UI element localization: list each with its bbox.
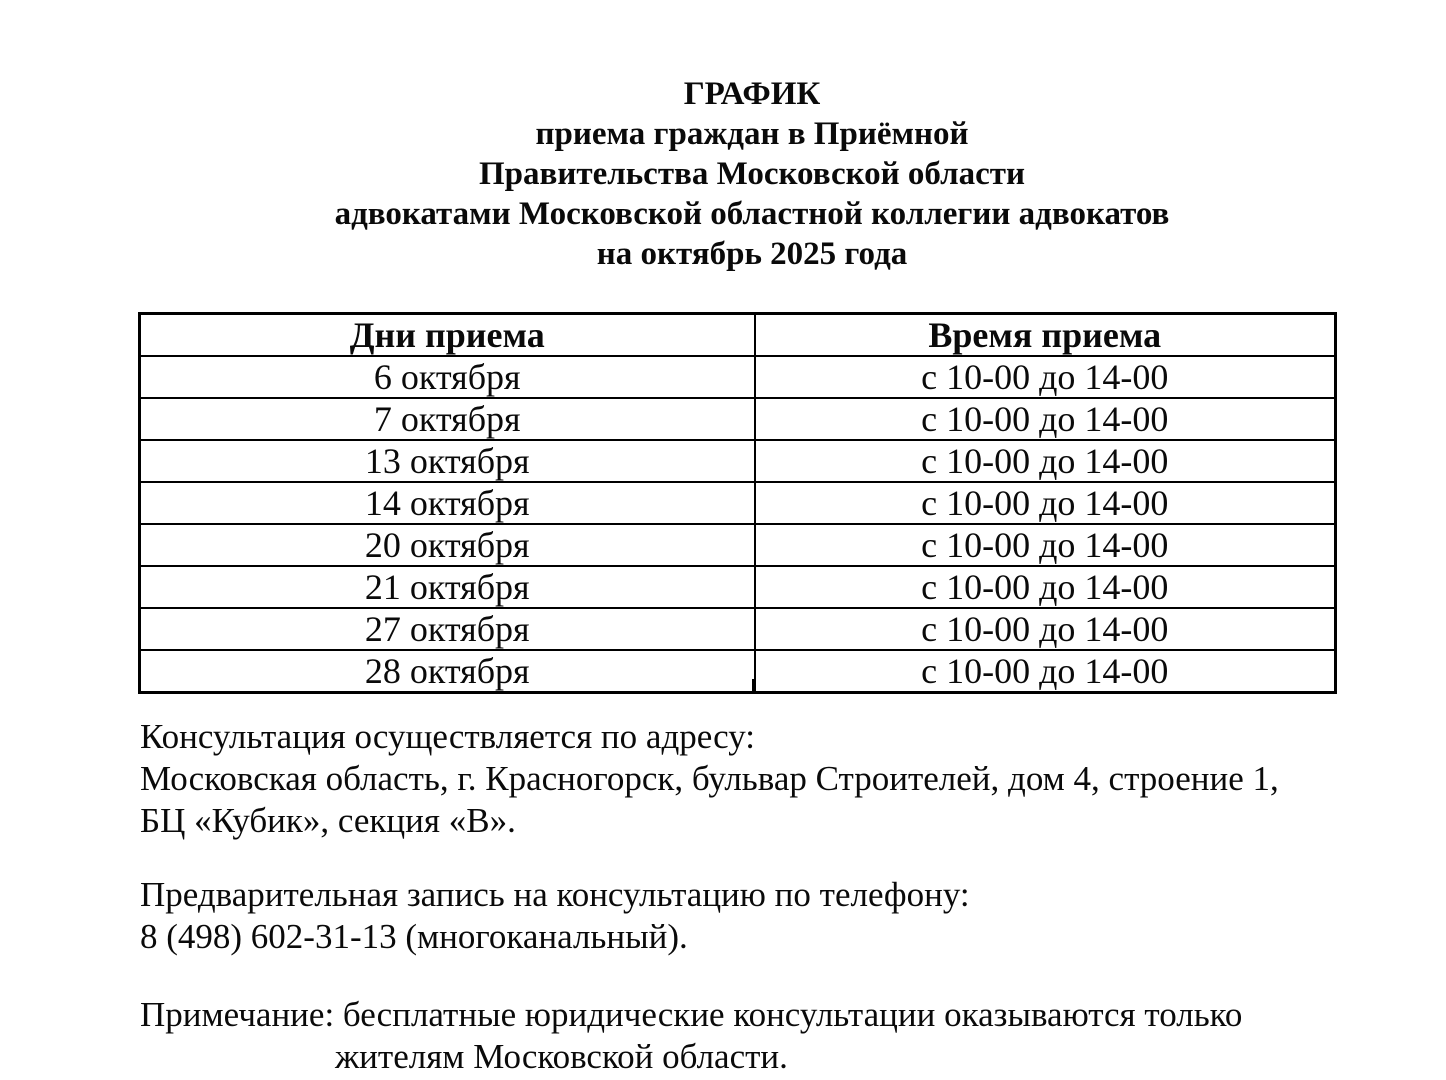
table-cutoff-line-left xyxy=(138,679,141,693)
column-header-time: Время приема xyxy=(755,314,1336,357)
address-line: БЦ «Кубик», секция «В». xyxy=(140,801,516,840)
table-row xyxy=(140,608,1336,650)
time-cell: с 10-00 до 14-00 xyxy=(755,356,1336,398)
time-cell: с 10-00 до 14-00 xyxy=(755,524,1336,566)
table-header-row xyxy=(140,314,1336,357)
time-cell: с 10-00 до 14-00 xyxy=(755,482,1336,524)
day-cell: 20 октября xyxy=(140,524,755,566)
note-line: Примечание: бесплатные юридические консультации оказываются только xyxy=(140,995,1243,1034)
time-cell: с 10-00 до 14-00 xyxy=(755,650,1336,693)
table-row xyxy=(140,524,1336,566)
table-row xyxy=(140,398,1336,440)
address-line: Московская область, г. Красногорск, бульвар Строителей, дом 4, строение 1, xyxy=(140,759,1279,798)
title-line-4: адвокатами Московской областной коллегии адвокатов xyxy=(334,196,1170,232)
time-cell: с 10-00 до 14-00 xyxy=(755,398,1336,440)
day-cell: 27 октября xyxy=(140,608,755,650)
table-row xyxy=(140,440,1336,482)
title-line-2: приема граждан в Приёмной xyxy=(535,116,969,152)
table-row xyxy=(140,650,1336,693)
note-line: жителям Московской области. xyxy=(335,1037,788,1076)
phone-intro-line: Предварительная запись на консультацию по телефону: xyxy=(140,875,970,914)
day-cell: 21 октября xyxy=(140,566,755,608)
time-cell: с 10-00 до 14-00 xyxy=(755,608,1336,650)
phone-number: 8 (498) 602-31-13 (многоканальный). xyxy=(140,917,688,956)
table-row xyxy=(140,566,1336,608)
column-header-days: Дни приема xyxy=(140,314,755,357)
table-row xyxy=(140,482,1336,524)
time-cell: с 10-00 до 14-00 xyxy=(755,566,1336,608)
consultation-address xyxy=(140,716,1279,842)
day-cell: 7 октября xyxy=(140,398,755,440)
title-line-3: Правительства Московской области xyxy=(479,156,1025,192)
day-cell: 28 октября xyxy=(140,650,755,693)
table-row xyxy=(140,356,1336,398)
schedule-table xyxy=(138,312,1337,694)
day-cell: 6 октября xyxy=(140,356,755,398)
note xyxy=(140,994,1242,1078)
day-cell: 14 октября xyxy=(140,482,755,524)
phone-registration xyxy=(140,874,970,958)
day-cell: 13 октября xyxy=(140,440,755,482)
time-cell: с 10-00 до 14-00 xyxy=(755,440,1336,482)
address-intro-line: Консультация осуществляется по адресу: xyxy=(140,717,755,756)
table-cutoff-line-right xyxy=(1334,679,1337,693)
table-cutoff-line-middle xyxy=(752,679,754,693)
title-line-5: на октябрь 2025 года xyxy=(596,236,908,272)
document-title xyxy=(58,74,1446,274)
title-line-1: ГРАФИК xyxy=(683,76,821,112)
